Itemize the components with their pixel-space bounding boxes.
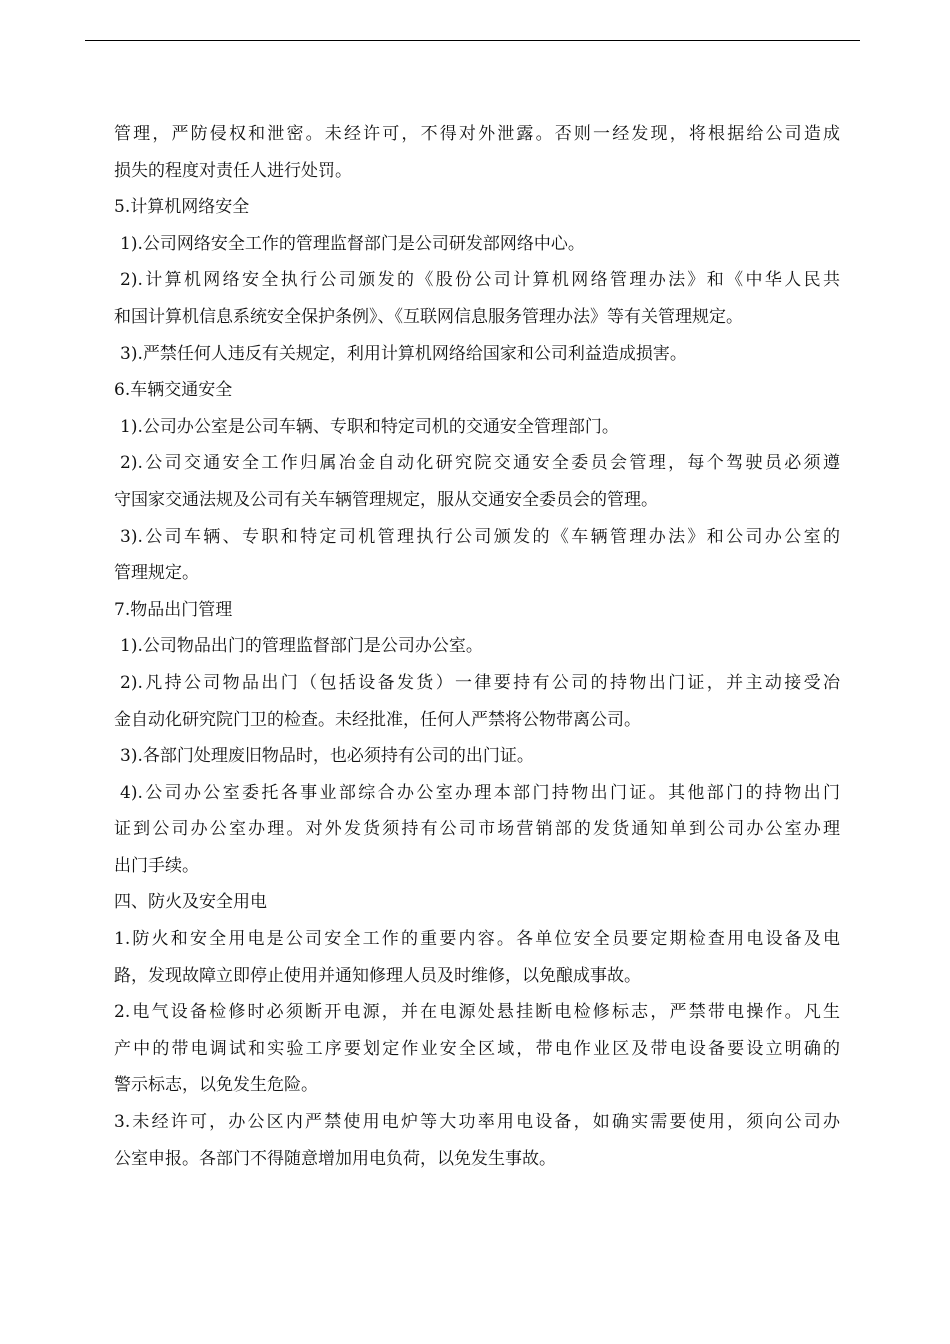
document-body xyxy=(114,116,840,1177)
text-line: 金自动化研究院门卫的检查。未经批准，任何人严禁将公物带离公司。 xyxy=(114,709,641,730)
text-line: 守国家交通法规及公司有关车辆管理规定，服从交通安全委员会的管理。 xyxy=(114,489,658,510)
text-line: 管理规定。 xyxy=(114,563,199,584)
text-line: 5.计算机网络安全 xyxy=(114,197,250,218)
text-line: 2).凡持公司物品出门（包括设备发货）一律要持有公司的持物出门证，并主动接受冶 xyxy=(120,672,840,693)
text-line: 2.电气设备检修时必须断开电源，并在电源处悬挂断电检修标志，严禁带电操作。凡生 xyxy=(114,1002,840,1023)
text-line: 管理，严防侵权和泄密。未经许可，不得对外泄露。否则一经发现，将根据给公司造成 xyxy=(114,124,840,144)
text-line: 2).计算机网络安全执行公司颁发的《股份公司计算机网络管理办法》和《中华人民共 xyxy=(120,270,840,291)
text-line: 警示标志，以免发生危险。 xyxy=(114,1075,318,1096)
text-line: 损失的程度对责任人进行处罚。 xyxy=(114,160,352,181)
text-line: 4).公司办公室委托各事业部综合办公室办理本部门持物出门证。其他部门的持物出门 xyxy=(120,782,840,803)
text-line: 3).各部门处理废旧物品时，也必须持有公司的出门证。 xyxy=(120,746,534,767)
text-line: 3).公司车辆、专职和特定司机管理执行公司颁发的《车辆管理办法》和公司办公室的 xyxy=(120,526,840,547)
text-line: 1).公司物品出门的管理监督部门是公司办公室。 xyxy=(120,636,483,657)
header-rule xyxy=(85,40,860,41)
text-line: 3.未经许可，办公区内严禁使用电炉等大功率用电设备，如确实需要使用，须向公司办 xyxy=(114,1112,840,1133)
text-line: 7.物品出门管理 xyxy=(114,599,233,620)
text-line: 路，发现故障立即停止使用并通知修理人员及时维修，以免酿成事故。 xyxy=(114,965,641,986)
text-line: 出门手续。 xyxy=(114,855,199,876)
text-line: 2).公司交通安全工作归属冶金自动化研究院交通安全委员会管理，每个驾驶员必须遵 xyxy=(120,453,840,474)
text-line: 证到公司办公室办理。对外发货须持有公司市场营销部的发货通知单到公司办公室办理 xyxy=(114,819,840,840)
text-line: 公室申报。各部门不得随意增加用电负荷，以免发生事故。 xyxy=(114,1148,556,1169)
text-line: 1).公司网络安全工作的管理监督部门是公司研发部网络中心。 xyxy=(120,233,585,254)
text-line: 产中的带电调试和实验工序要划定作业安全区域，带电作业区及带电设备要设立明确的 xyxy=(114,1038,840,1059)
text-line: 6.车辆交通安全 xyxy=(114,380,233,401)
text-line: 和国计算机信息系统安全保护条例》、《互联网信息服务管理办法》等有关管理规定。 xyxy=(114,306,743,327)
text-line: 1.防火和安全用电是公司安全工作的重要内容。各单位安全员要定期检查用电设备及电 xyxy=(114,929,840,950)
text-line: 3).严禁任何人违反有关规定，利用计算机网络给国家和公司利益造成损害。 xyxy=(120,343,687,364)
text-line: 四、防火及安全用电 xyxy=(114,892,267,913)
text-line: 1).公司办公室是公司车辆、专职和特定司机的交通安全管理部门。 xyxy=(120,416,619,437)
